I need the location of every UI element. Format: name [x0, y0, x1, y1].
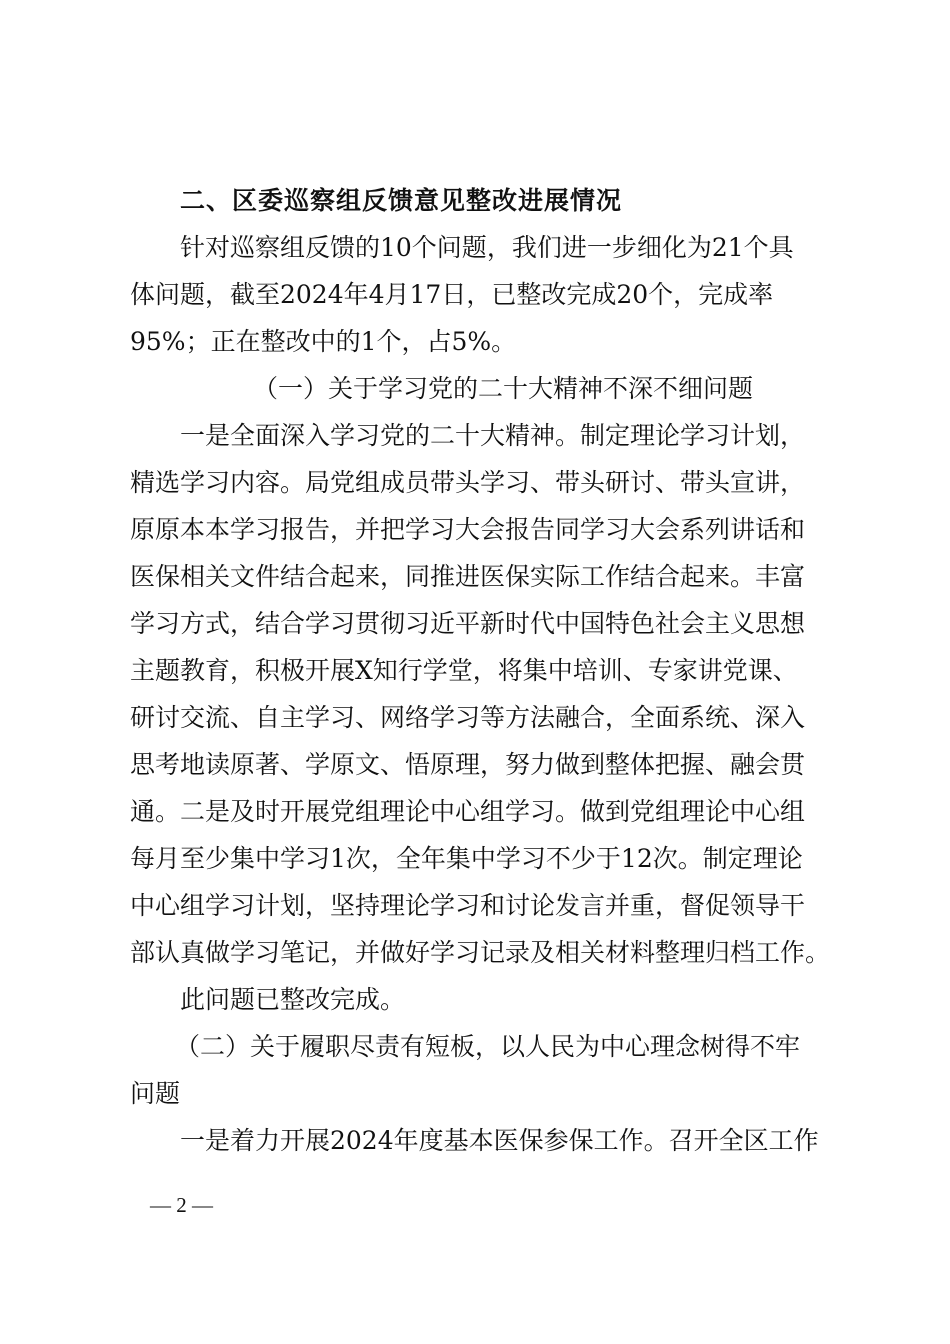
subsection-2-line-1: 一是着力开展2024年度基本医保参保工作。召开全区工作: [180, 1126, 819, 1155]
subsection-1-line-5: 学习方式，结合学习贯彻习近平新时代中国特色社会主义思想: [130, 609, 806, 638]
section-heading: 二、区委巡察组反馈意见整改进展情况: [180, 186, 623, 215]
subsection-2-title-line-1: （二）关于履职尽责有短板，以人民为中心理念树得不牢: [175, 1032, 801, 1061]
subsection-2-title-line-2: 问题: [130, 1079, 181, 1108]
subsection-1-line-8: 思考地读原著、学原文、悟原理，努力做到整体把握、融会贯: [130, 750, 806, 779]
subsection-1-line-9: 通。二是及时开展党组理论中心组学习。做到党组理论中心组: [130, 797, 806, 826]
subsection-1-line-12: 部认真做学习笔记，并做好学习记录及相关材料整理归档工作。: [130, 938, 831, 967]
subsection-1-line-7: 研讨交流、自主学习、网络学习等方法融合，全面系统、深入: [130, 703, 806, 732]
subsection-1-line-10: 每月至少集中学习1次，全年集中学习不少于12次。制定理论: [130, 844, 803, 873]
subsection-1-line-4: 医保相关文件结合起来，同推进医保实际工作结合起来。丰富: [130, 562, 806, 591]
subsection-1-line-3: 原原本本学习报告，并把学习大会报告同学习大会系列讲话和: [130, 515, 806, 544]
intro-line-2: 体问题，截至2024年4月17日，已整改完成20个，完成率: [130, 280, 774, 309]
subsection-1-title: （一）关于学习党的二十大精神不深不细问题: [253, 374, 754, 403]
subsection-1-line-6: 主题教育，积极开展X知行学堂，将集中培训、专家讲党课、: [130, 656, 798, 685]
subsection-1-status: 此问题已整改完成。: [180, 985, 406, 1014]
subsection-1-line-1: 一是全面深入学习党的二十大精神。制定理论学习计划，: [180, 421, 806, 450]
page-number: — 2 —: [150, 1193, 213, 1217]
intro-line-3: 95%；正在整改中的1个，占5%。: [130, 327, 517, 356]
intro-line-1: 针对巡察组反馈的10个问题，我们进一步细化为21个具: [180, 233, 794, 262]
subsection-1-line-2: 精选学习内容。局党组成员带头学习、带头研讨、带头宣讲，: [130, 468, 806, 497]
subsection-1-line-11: 中心组学习计划，坚持理论学习和讨论发言并重，督促领导干: [130, 891, 806, 920]
